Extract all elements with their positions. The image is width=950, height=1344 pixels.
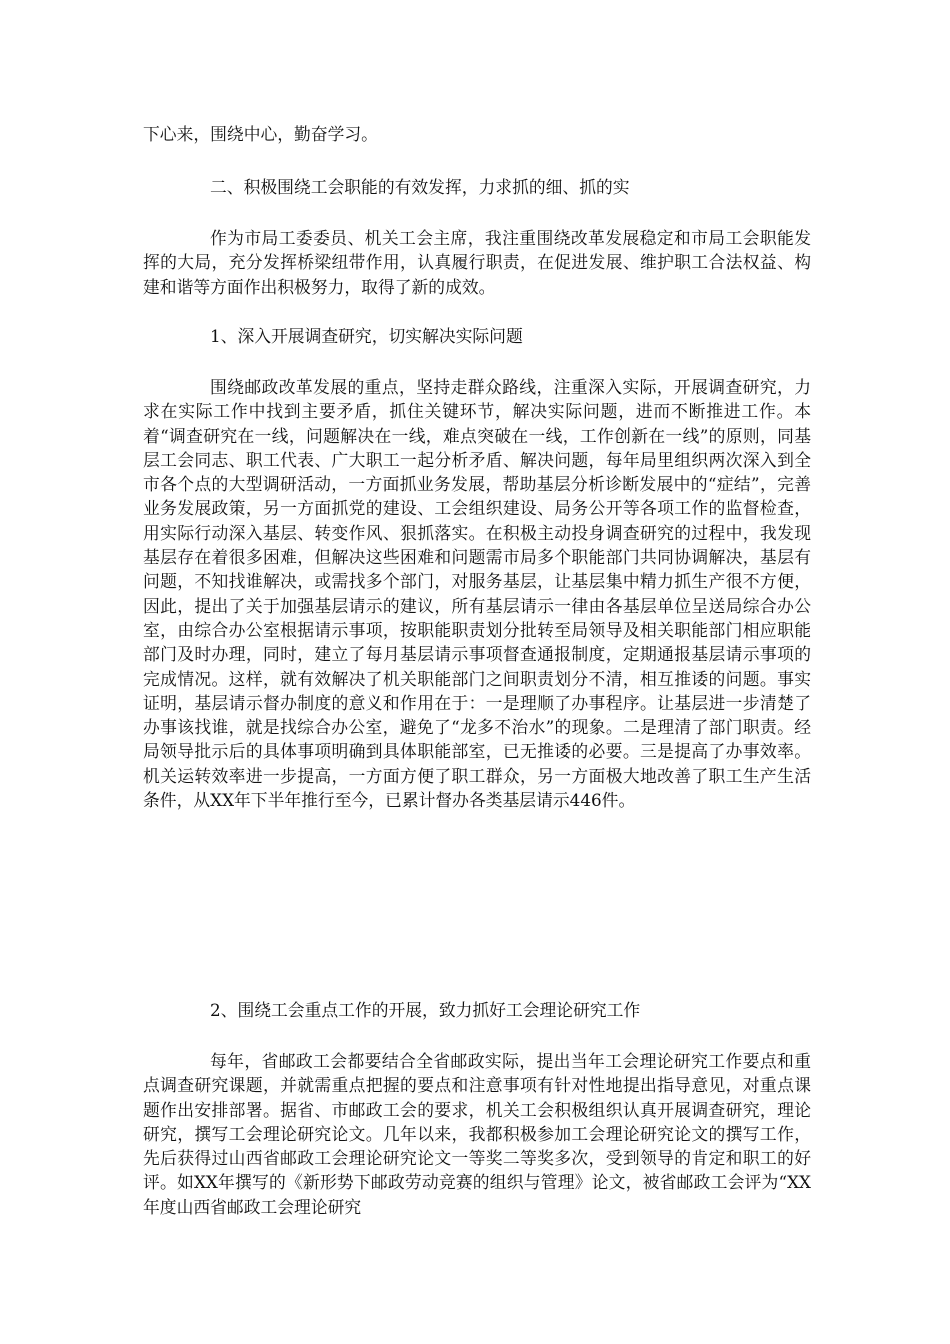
section-heading-2: 二、积极围绕工会职能的有效发挥，力求抓的细、抓的实 (210, 177, 630, 197)
subheading-1: 1、深入开展调查研究，切实解决实际问题 (210, 326, 523, 346)
paragraph-investigation: 围绕邮政改革发展的重点，坚持走群众路线，注重深入实际，开展调查研究，力求在实际工作中找到主要矛盾，抓住关键环节，解决实际问题，进而不断推进工作。本着“调查研究在一线，问题解决在一线，难点突破在一线，工作创新在一线”的原则，同基层工会同志、职工代表、广大职工一起分析矛盾、解决问题，每年局里组织两次深入到全市各个点的大型调研活动，一方面抓业务发展，帮助基层分析诊断发展中的“症结”，完善业务发展政策，另一方面抓党的建设、工会组织建设、局务公开等各项工作的监督检查，用实际行动深入基层、转变作风、狠抓落实。在积极主动投身调查研究的过程中，我发现基层存在着很多困难，但解决这些困难和问题需市局多个职能部门共同协调解决，基层有问题，不知找谁解决，或需找多个部门，对服务基层，让基层集中精力抓生产很不方便，因此，提出了关于加强基层请示的建议，所有基层请示一律由各基层单位呈送局综合办公室，由综合办公室根据请示事项，按职能职责划分批转至局领导及相关职能部门相应职能部门及时办理，同时，建立了每月基层请示事项督查通报制度，定期通报基层请示事项的完成情况。这样，就有效解决了机关职能部门之间职责划分不清，相互推诿的问题。事实证明，基层请示督办制度的意义和作用在于：一是理顺了办事程序。让基层进一步清楚了办事该找谁，就是找综合办公室，避免了“龙多不治水”的现象。二是理清了部门职责。经局领导批示后的具体事项明确到具体职能部室，已无推诿的必要。三是提高了办事效率。机关运转效率进一步提高，一方面方便了职工群众，另一方面极大地改善了职工生产生活条件，从XX年下半年推行至今，已累计督办各类基层请示446件。 (143, 377, 811, 811)
paragraph-theory-research: 每年，省邮政工会都要结合全省邮政实际，提出当年工会理论研究工作要点和重点调查研究课题，并就需重点把握的要点和注意事项有针对性地提出指导意见，对重点课题作出安排部署。据省、市邮政工会的要求，机关工会积极组织认真开展调查研究，理论研究，撰写工会理论研究论文。几年以来，我都积极参加工会理论研究论文的撰写工作，先后获得过山西省邮政工会理论研究论文一等奖二等奖多次，受到领导的肯定和职工的好评。如XX年撰写的《新形势下邮政劳动竞赛的组织与管理》论文，被省邮政工会评为“XX年度山西省邮政工会理论研究 (143, 1051, 811, 1217)
paragraph-continuation: 下心来，围绕中心，勤奋学习。 (143, 124, 378, 144)
subheading-2: 2、围绕工会重点工作的开展，致力抓好工会理论研究工作 (210, 1000, 641, 1020)
paragraph-section-2-intro: 作为市局工委委员、机关工会主席，我注重围绕改革发展稳定和市局工会职能发挥的大局，充分发挥桥梁纽带作用，认真履行职责，在促进发展、维护职工合法权益、构建和谐等方面作出积极努力，取得了新的成效。 (143, 228, 811, 297)
